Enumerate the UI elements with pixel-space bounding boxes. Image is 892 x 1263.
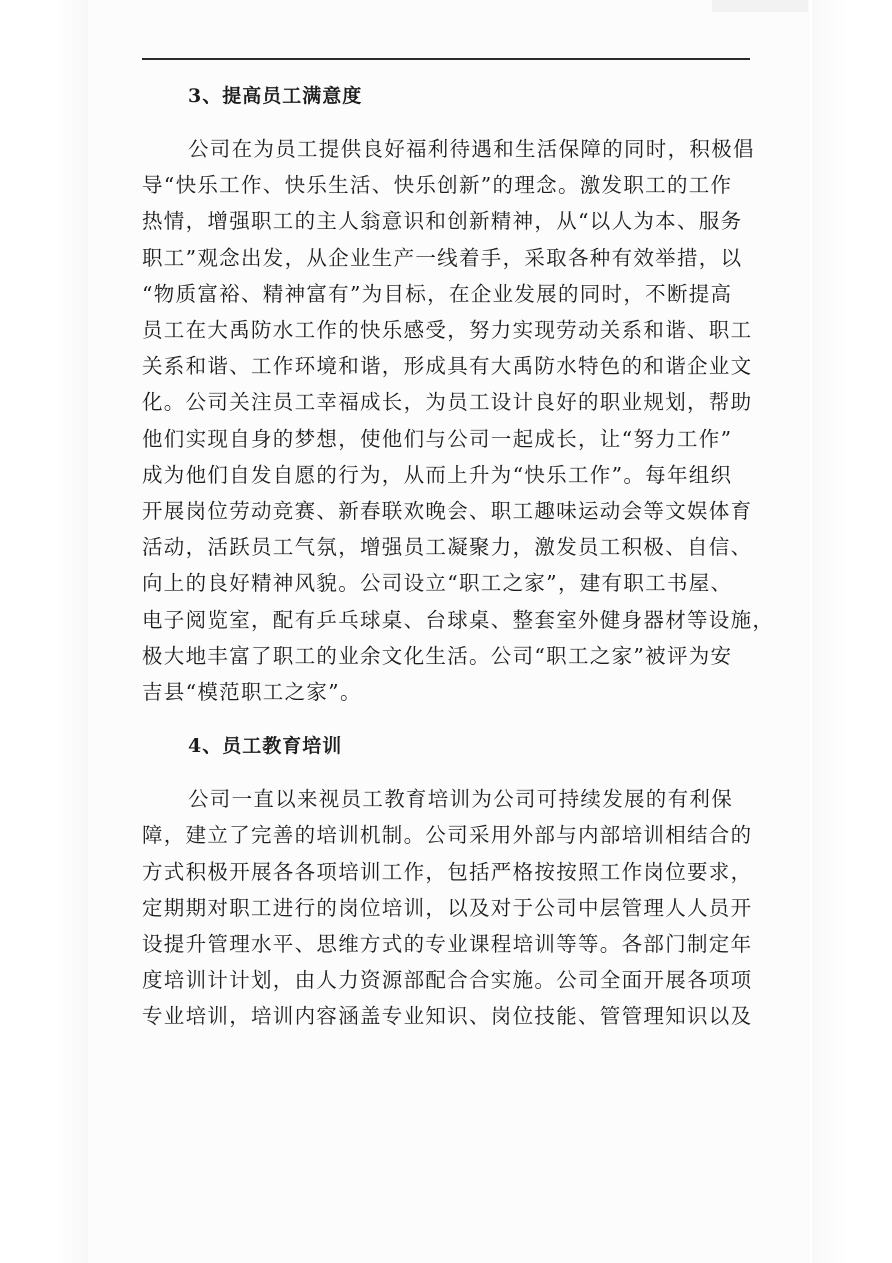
section-3-paragraph <box>142 131 775 710</box>
scan-corner-artifact <box>712 0 808 12</box>
paragraph-line: 化。公司关注员工幸福成长，为员工设计良好的职业规划，帮助 <box>142 390 753 415</box>
paragraph-line: 活动，活跃员工气氛，增强员工凝聚力，激发员工积极、自信、 <box>142 535 753 560</box>
paragraph-line: 方式积极开展各各项培训工作，包括严格按按照工作岗位要求， <box>142 859 753 884</box>
document-body <box>142 76 775 1035</box>
paragraph-line: 极大地丰富了职工的业余文化生活。公司“职工之家”被评为安 <box>142 643 733 668</box>
section-4-paragraph <box>142 781 762 1034</box>
spacer <box>142 116 762 131</box>
paragraph-line: 电子阅览室，配有乒乓球桌、台球桌、整套室外健身器材等设施， <box>142 607 775 632</box>
spacer <box>142 710 762 726</box>
paragraph-line: 职工”观念出发，从企业生产一线着手，采取各种有效举措，以 <box>142 245 743 270</box>
section-3-heading: 3、提高员工满意度 <box>188 85 363 107</box>
scan-margin-left <box>0 0 90 1263</box>
paragraph-line: 公司在为员工提供良好福利待遇和生活保障的同时，积极倡 <box>188 137 755 161</box>
paragraph-line: 向上的良好精神风貌。公司设立“职工之家”，建有职工书屋、 <box>142 571 733 596</box>
header-rule <box>142 58 750 60</box>
section-4-heading: 4、员工教育培训 <box>188 735 343 758</box>
paragraph-line: 热情，增强职工的主人翁意识和创新精神，从“以人为本、服务 <box>142 209 743 234</box>
paragraph-line: 成为他们自发自愿的行为，从而上升为“快乐工作”。每年组织 <box>142 462 733 487</box>
scan-margin-right <box>812 0 892 1263</box>
paragraph-line: 导“快乐工作、快乐生活、快乐创新”的理念。激发职工的工作 <box>142 173 733 198</box>
paragraph-line: “物质富裕、精神富有”为目标，在企业发展的同时，不断提高 <box>142 281 733 306</box>
paragraph-line: 度培训计计划，由人力资源部配合合实施。公司全面开展各项项 <box>142 968 753 993</box>
paragraph-line: 吉县“模范职工之家”。 <box>142 680 362 705</box>
paragraph-line: 定期期对职工进行的岗位培训，以及对于公司中层管理人人员开 <box>142 895 753 920</box>
paragraph-line: 设提升管理水平、思维方式的专业课程培训等等。各部门制定年 <box>142 932 753 957</box>
paragraph-line: 关系和谐、工作环境和谐，形成具有大禹防水特色的和谐企业文 <box>142 354 753 379</box>
paragraph-line: 障，建立了完善的培训机制。公司采用外部与内部培训相结合的 <box>142 823 753 848</box>
paragraph-line: 他们实现自身的梦想，使他们与公司一起成长，让“努力工作” <box>142 426 733 451</box>
paragraph-line: 专业培训，培训内容涵盖专业知识、岗位技能、管管理知识以及 <box>142 1004 753 1029</box>
spacer <box>142 766 762 781</box>
paragraph-line: 员工在大禹防水工作的快乐感受，努力实现劳动关系和谐、职工 <box>142 318 753 343</box>
paragraph-line: 开展岗位劳动竞赛、新春联欢晚会、职工趣味运动会等文娱体育 <box>142 499 753 524</box>
paragraph-line: 公司一直以来视员工教育培训为公司可持续发展的有利保 <box>188 787 733 812</box>
